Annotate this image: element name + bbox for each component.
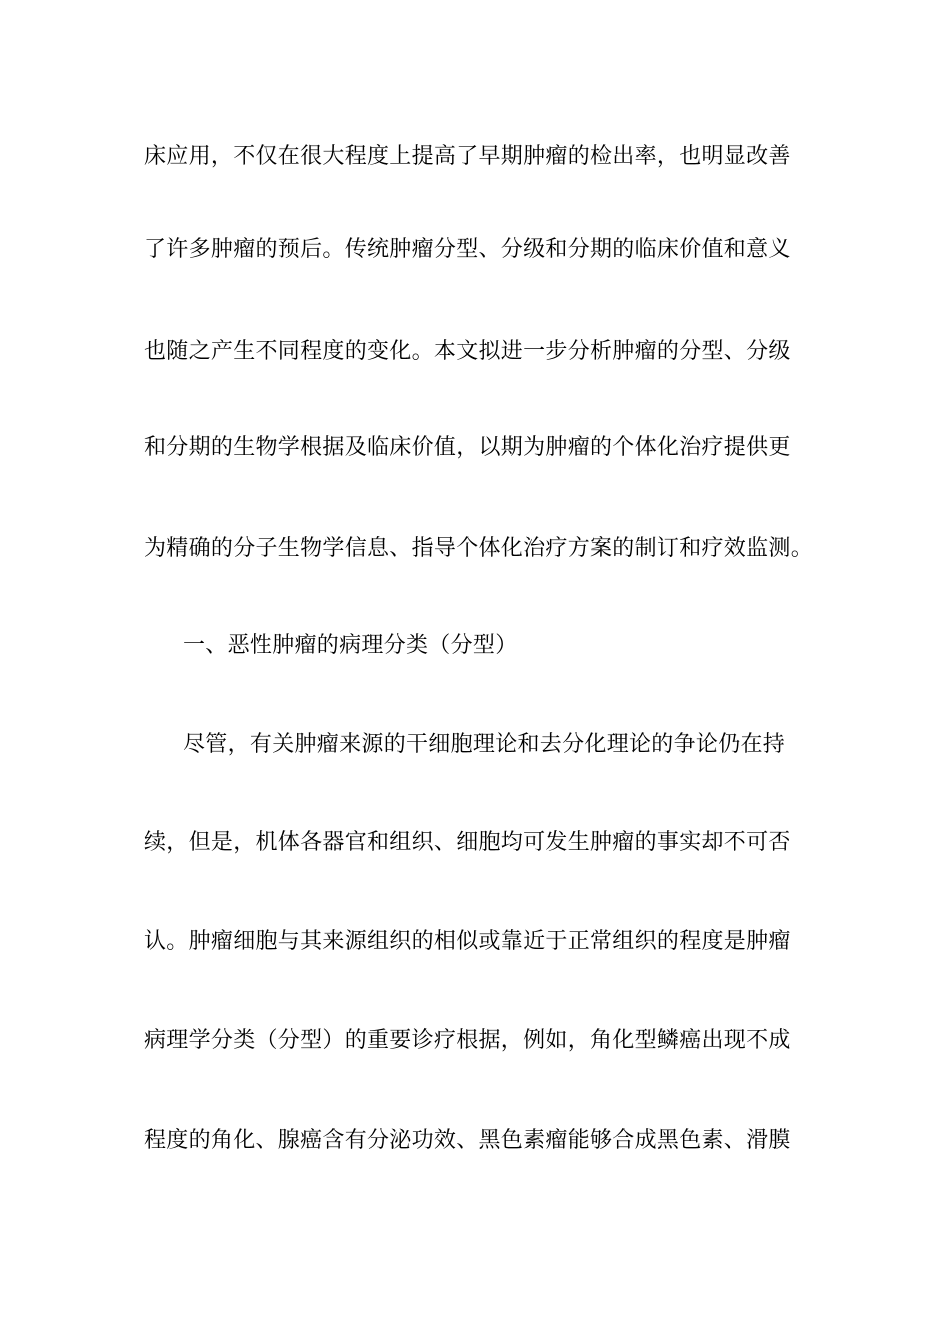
section-heading: 一、恶性肿瘤的病理分类（分型）	[183, 633, 518, 658]
paragraph-line: 病理学分类（分型）的重要诊疗根据，例如，角化型鳞癌出现不成	[144, 1028, 791, 1053]
paragraph-line: 认。肿瘤细胞与其来源组织的相似或靠近于正常组织的程度是肿瘤	[144, 929, 791, 954]
paragraph-line: 续，但是，机体各器官和组织、细胞均可发生肿瘤的事实却不可否	[144, 830, 791, 855]
paragraph-line: 也随之产生不同程度的变化。本文拟进一步分析肿瘤的分型、分级	[144, 339, 791, 364]
paragraph-line: 程度的角化、腺癌含有分泌功效、黑色素瘤能够合成黑色素、滑膜	[144, 1128, 791, 1153]
paragraph-line: 尽管，有关肿瘤来源的干细胞理论和去分化理论的争论仍在持	[183, 732, 786, 757]
paragraph-line: 为精确的分子生物学信息、指导个体化治疗方案的制订和疗效监测。	[144, 536, 814, 561]
paragraph-line: 了许多肿瘤的预后。传统肿瘤分型、分级和分期的临床价值和意义	[144, 237, 791, 262]
paragraph-line: 床应用，不仅在很大程度上提高了早期肿瘤的检出率，也明显改善	[144, 144, 791, 169]
paragraph-line: 和分期的生物学根据及临床价值，以期为肿瘤的个体化治疗提供更	[144, 435, 791, 460]
